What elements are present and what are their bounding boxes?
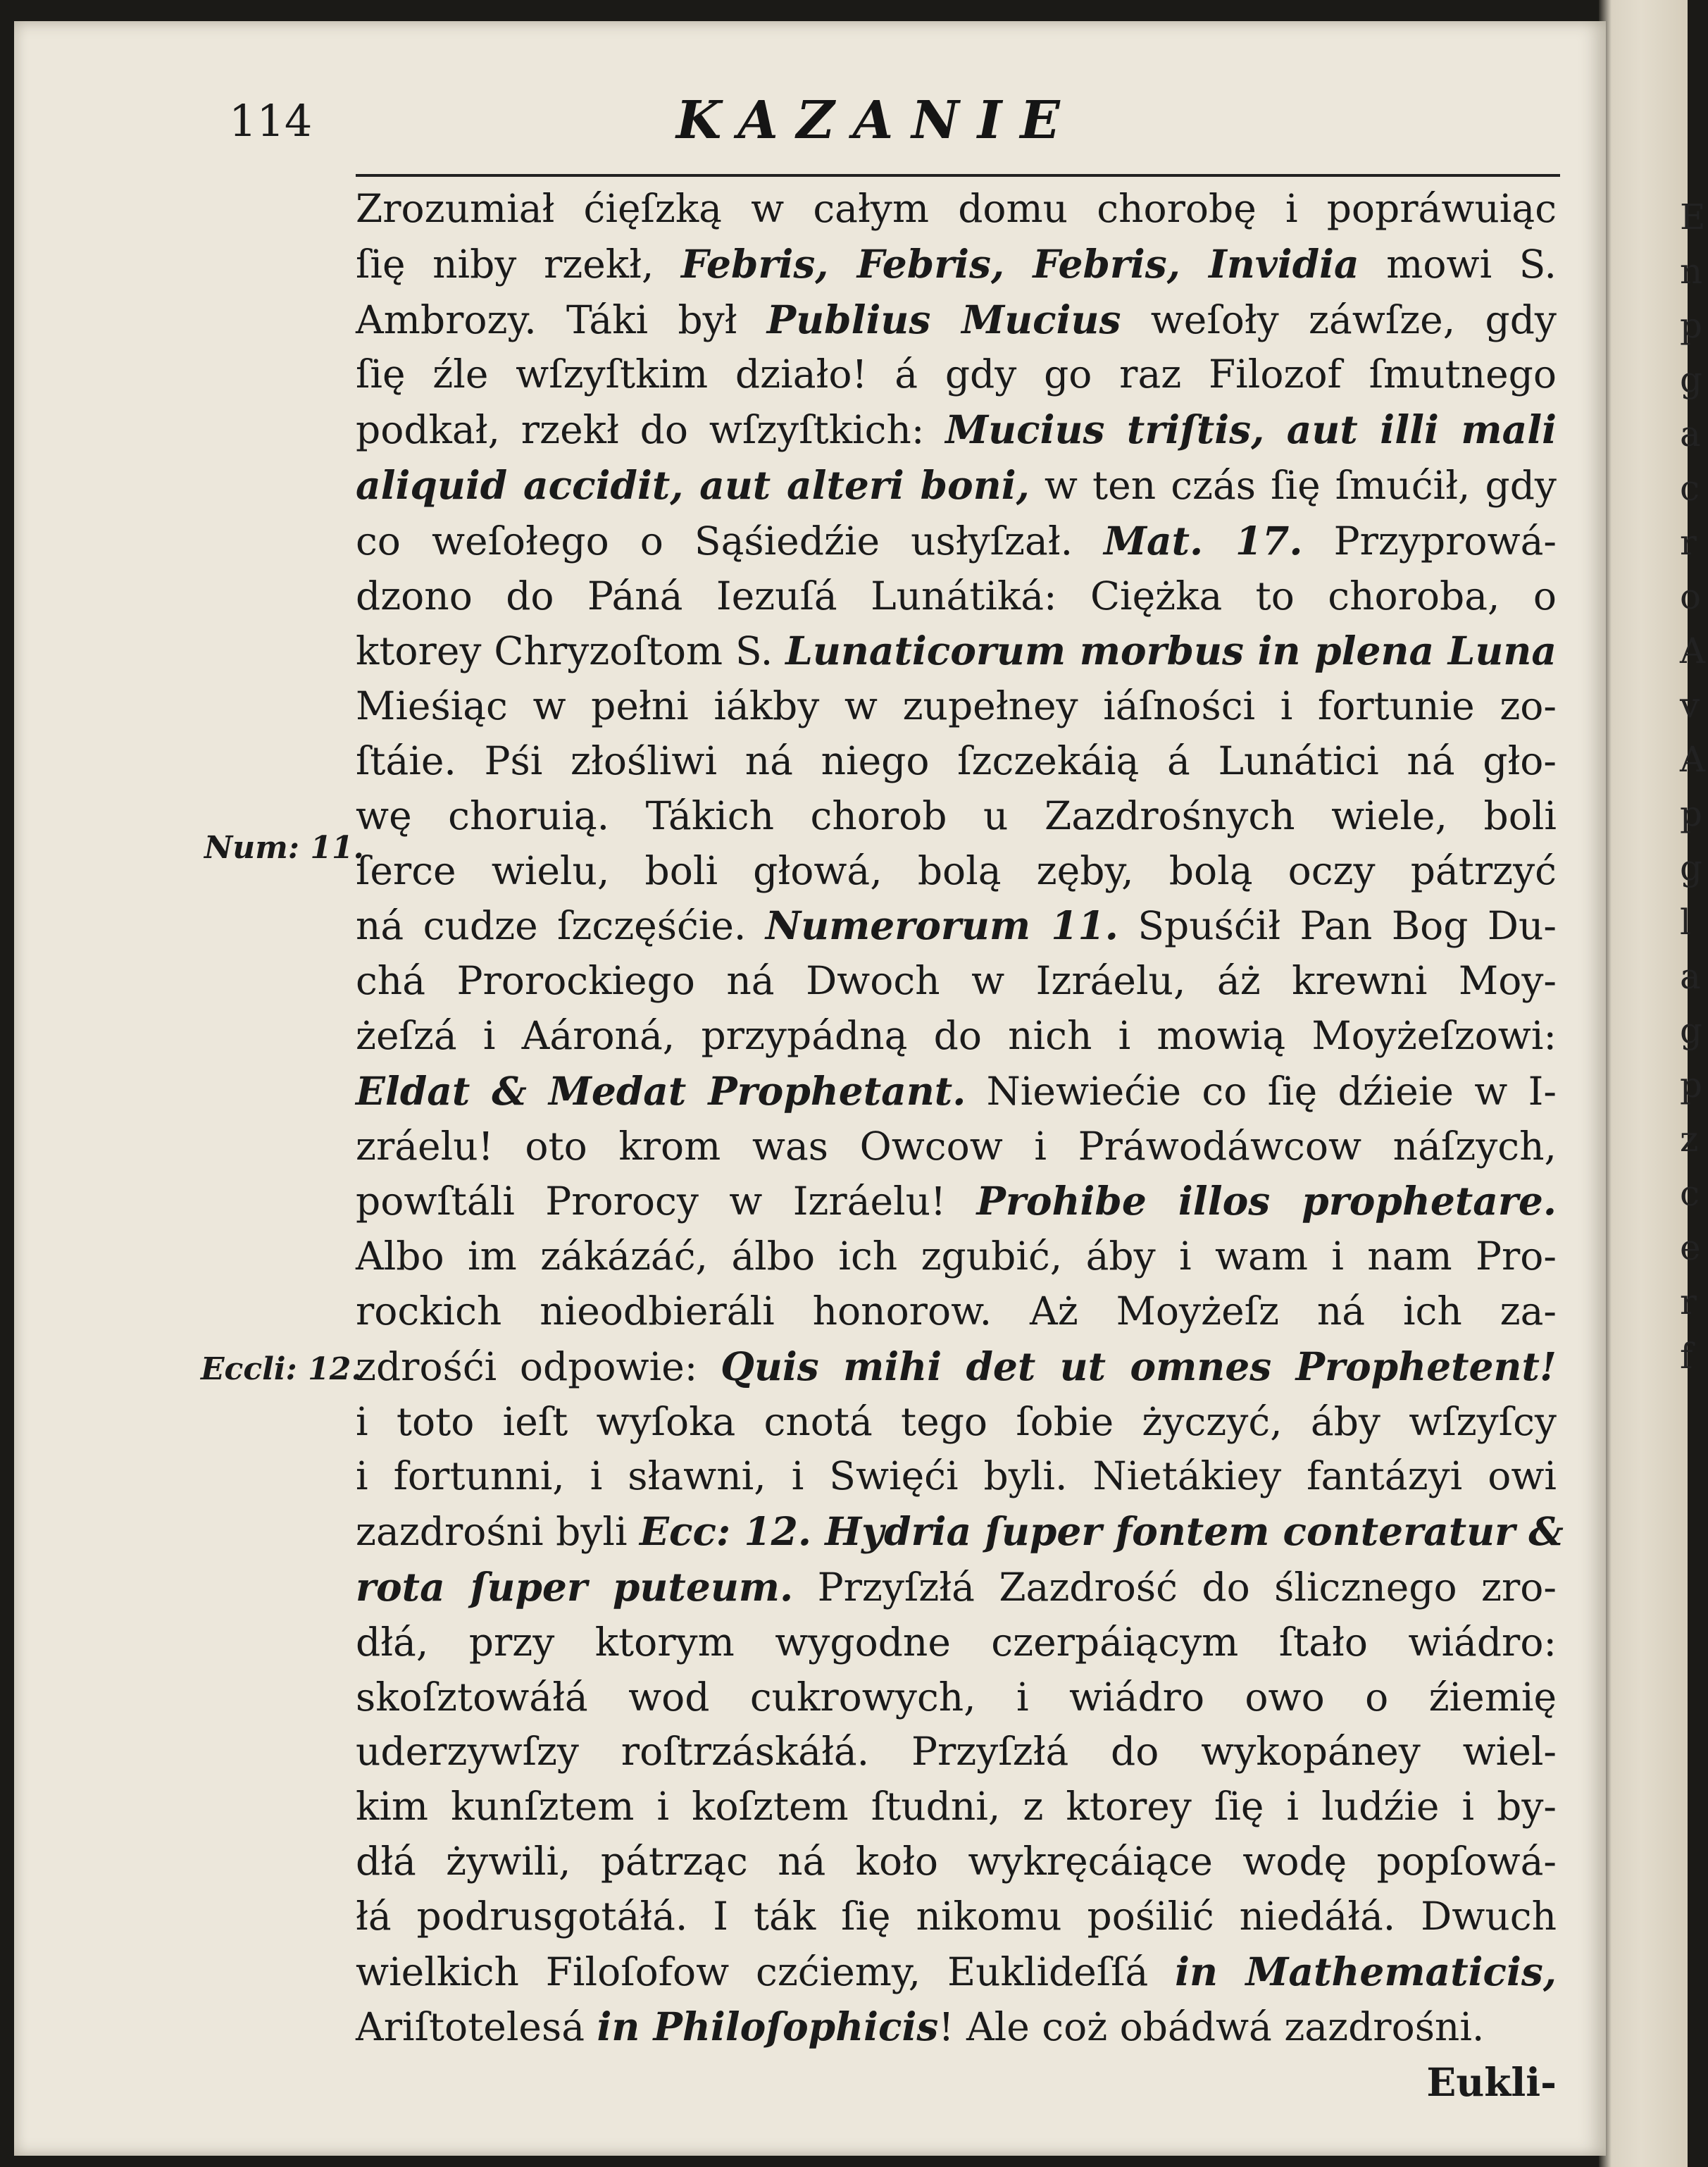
text-line [356,1670,1557,1725]
text-segment: wielkich Filoſofow czćiemy, Euklideſſá [356,1949,1176,1994]
edge-letter: g [1680,847,1703,888]
latin-quote: Eldat & Medat Prophetant. [356,1067,966,1114]
text-segment: chá Prorockiego ná Dwoch w Izráelu, áż krewni Moy- [356,958,1557,1004]
text-line [356,1339,1557,1395]
text-line [356,1009,1557,1064]
text-line [356,1119,1557,1174]
latin-quote: Numerorum 11. [765,902,1118,949]
text-segment: Zrozumiał ćięſzką w całym domu chorobę i popráwuiąc [356,186,1557,231]
text-line [356,347,1557,402]
text-segment: uderzywſzy roſtrzáskáłá. Przyſzłá do wykopáney wiel- [356,1729,1557,1775]
text-line [356,1449,1557,1504]
text-line [356,182,1557,237]
edge-letter: c [1680,1173,1700,1214]
text-line [356,734,1557,789]
text-segment: dzono do Páná Iezuſá Lunátiká: Ciężka to choroba, o [356,573,1557,619]
text-segment: ſię źle wſzyſtkim działo! á gdy go raz Filozof ſmutnego [356,352,1557,397]
edge-letter: o [1680,576,1702,617]
edge-letter: v [1680,685,1700,726]
latin-quote: Ecc: 12. Hydria ſuper fontem conteratur & [640,1508,1564,1555]
text-segment: skoſztowáłá wod cukrowych, i wiádro owo o źiemię [356,1674,1557,1720]
text-line [356,1615,1557,1670]
text-line [356,679,1557,734]
edge-letter: c [1680,468,1700,509]
edge-letter: z [1680,1119,1699,1160]
text-segment: zazdrośni byli [356,1509,640,1555]
text-line [356,1780,1557,1834]
text-segment: i toto ieſt wyſoka cnotá tego ſobie życzyć, áby wſzyſcy [356,1398,1557,1444]
text-segment: Albo im zákázáć, álbo ich zgubić, áby i wam i nam Pro- [356,1234,1557,1279]
text-line [356,1834,1557,1889]
latin-quote: aliquid accidit, aut alteri boni, [356,461,1030,508]
text-segment: Ambrozy. Táki był [356,297,767,342]
text-segment: weſoły záwſze, gdy [1121,297,1557,342]
edge-letter: r [1680,522,1697,563]
latin-quote: Mat. 17. [1104,517,1303,564]
edge-letter: a [1680,414,1701,454]
text-segment: wę choruią. Tákich chorob u Zazdrośnych wiele, boli [356,793,1557,838]
text-segment: ſerce wielu, boli głowá, bolą zęby, bolą oczy pátrzyć [356,847,1557,893]
latin-quote: Quis mihi det ut omnes Prophetent! [721,1343,1557,1389]
text-segment: podkał, rzekł do wſzyſtkich: [356,407,946,453]
text-line [356,1560,1557,1615]
text-segment: ktorey Chryzoſtom S. [356,628,786,674]
text-line [356,1889,1557,1944]
text-line [356,1504,1564,1560]
edge-letter: p [1680,793,1703,834]
text-segment: i fortunni, i sławni, i Swięći byli. Nietákiey fantázyi owi [356,1453,1557,1499]
text-segment: Przyſzłá Zazdrość do ślicznego zro- [793,1564,1557,1610]
text-segment: zráelu! oto krom was Owcow i Práwodáwcow náſzych, [356,1123,1557,1169]
text-line [356,1725,1557,1780]
next-page-edge-letters [1680,190,1708,1384]
text-segment: ná cudze ſzczęśćie. [356,903,766,949]
edge-letter: g [1680,359,1703,400]
text-segment: ſtáie. Pśi złośliwi ná niego ſzczekáią á Lunátici ná gło- [356,738,1557,783]
text-segment: zdrośći odpowie: [356,1343,721,1389]
latin-quote: Publius Mucius [766,296,1121,342]
edge-letter: E [1680,197,1706,237]
text-line [356,1395,1557,1450]
body-text [356,182,1564,2110]
edge-letter: e [1680,1227,1701,1268]
edge-letter: l [1680,902,1691,943]
text-line [356,1999,1557,2055]
latin-quote: in Philoſophicis [597,2004,939,2050]
text-line [356,789,1557,844]
edge-letter: p [1680,305,1703,346]
text-line [356,1174,1557,1229]
margin-note-ecclesiastes: Eccli: 12. [201,1351,362,1387]
latin-quote: Febris, Febris, Febris, Invidia [680,240,1359,287]
edge-letter: A [1680,631,1706,671]
text-segment: powſtáli Prorocy w Izráelu! [356,1179,977,1224]
edge-letter: n [1680,251,1703,292]
text-line [356,898,1557,954]
text-segment: łá podrusgotáłá. I ták ſię nikomu pośilić niedáłá. Dwuch [356,1893,1557,1939]
header-rule [356,174,1560,177]
text-segment: w ten czás ſię ſmućił, gdy [1029,462,1557,508]
text-line [356,1284,1557,1339]
text-segment: ! Ale coż obádwá zazdrośni. [938,2004,1485,2050]
text-segment: Ariſtotelesá [356,2004,597,2050]
latin-quote: Prohibe illos prophetare. [976,1178,1557,1224]
next-page-edge [1599,0,1688,2167]
edge-letter: A [1680,739,1706,780]
latin-quote: in Mathematicis, [1175,1948,1557,1994]
latin-quote: Lunaticorum morbus in plena Luna [785,628,1557,674]
edge-letter: p [1680,1064,1703,1105]
page-number: 114 [229,95,313,147]
text-segment: dłá żywili, pátrząc ná koło wykręcáiące wodę popſowá- [356,1838,1557,1884]
text-line [356,569,1557,624]
text-segment: Mieśiąc w pełni iákby w zupełney iáſności i fortunie zo- [356,683,1557,729]
latin-quote: Mucius triſtis, aut illi mali [945,406,1557,453]
running-head: KAZANIE [676,90,1078,151]
latin-quote: rota ſuper puteum. [356,1563,794,1610]
text-segment: żeſzá i Aároná, przypádną do nich i mowią Moyżeſzowi: [356,1012,1557,1058]
text-line [356,292,1557,348]
text-line [356,458,1557,514]
text-line [356,1944,1557,2000]
text-line [356,844,1557,899]
margin-note-numbers: Num: 11. [204,830,364,866]
edge-letter: r [1680,1281,1697,1322]
text-segment: co weſołego o Sąśiedźie usłyſzał. [356,518,1104,564]
edge-letter: g [1680,1010,1703,1051]
text-segment: Niewiećie co ſię dźieie w I- [966,1068,1557,1114]
text-line [356,514,1557,569]
edge-letter: f [1680,1336,1693,1377]
text-segment: dłá, przy ktorym wygodne czerpáiącym ſtało wiádro: [356,1619,1557,1665]
text-line [356,237,1557,292]
edge-letter: a [1680,956,1701,997]
catchword: Eukli- [1426,2059,1557,2106]
text-segment: kim kunſztem i koſztem ſtudni, z ktorey ſię i ludźie i by- [356,1784,1557,1830]
text-segment: rockich nieodbieráli honorow. Aż Moyżeſz ná ich za- [356,1288,1557,1334]
text-line [356,1229,1557,1284]
text-segment: Spuśćił Pan Bog Du- [1118,903,1557,949]
text-line [356,402,1557,458]
text-segment: mowi S. [1359,241,1557,287]
text-segment: ſię niby rzekł, [356,241,681,287]
text-line [356,623,1557,679]
text-segment: Przyprowá- [1302,518,1557,564]
text-line [356,1064,1557,1119]
text-line [356,954,1557,1009]
